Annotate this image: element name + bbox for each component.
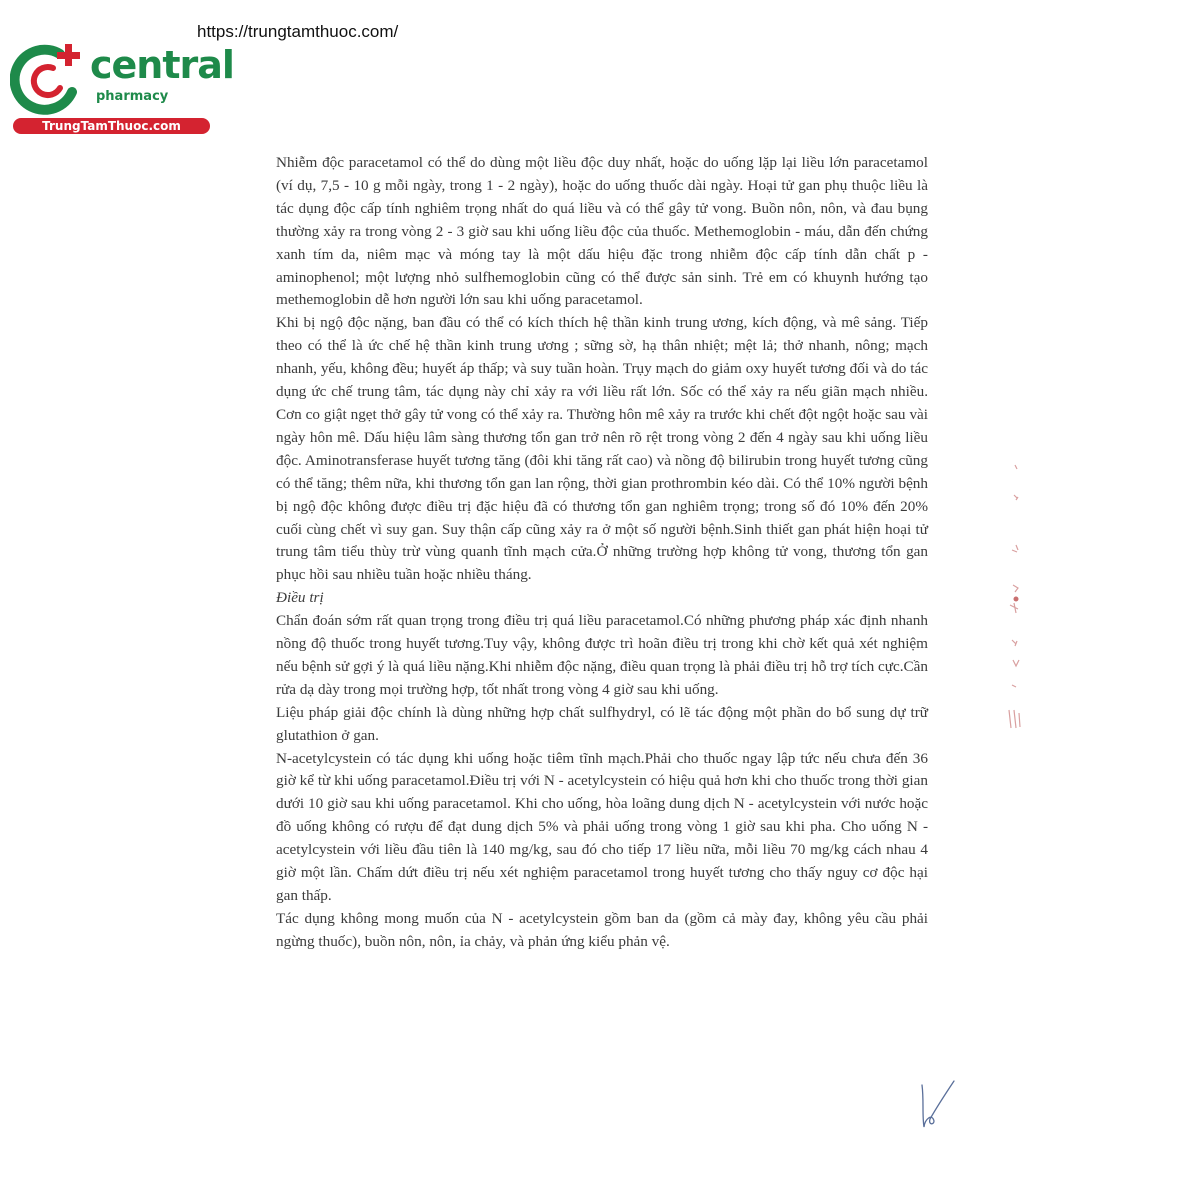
section-heading-treatment: Điều trị bbox=[276, 589, 324, 607]
logo-name: central bbox=[90, 43, 234, 87]
document-body bbox=[276, 152, 928, 954]
central-pharmacy-logo[interactable] bbox=[10, 40, 234, 140]
margin-stamp-marks bbox=[1000, 455, 1040, 745]
paragraph-overdose-toxicity: Nhiễm độc paracetamol có thể do dùng một liều độc duy nhất, hoặc do uống lặp lại liều lớn paracetamol (ví dụ, 7,5 - 10 g mỗi ngày, trong 1 - 2 ngày), hoặc do uống thuốc dài ngày. Hoại tử gan phụ thuộc liều là tác dụng độc cấp tính nghiêm trọng nhất do quá liều và có thể gây tử vong. Buồn nôn, nôn, và đau bụng thường xảy ra trong vòng 2 - 3 giờ sau khi uống liều độc của thuốc. Methemoglobin - máu, dẫn đến chứng xanh tím da, niêm mạc và móng tay là một dấu hiệu đặc trong nhiễm độc cấp tính dẫn chất p - aminophenol; một lượng nhỏ sulfhemoglobin cũng có thể được sản sinh. Trẻ em có khuynh hướng tạo methemoglobin dễ hơn người lớn sau khi uống paracetamol. bbox=[276, 154, 928, 309]
paragraph-severe-poisoning: Khi bị ngộ độc nặng, ban đầu có thể có kích thích hệ thần kinh trung ương, kích động, và mê sảng. Tiếp theo có thể là ức chế hệ thần kinh trung ương ; sững sờ, hạ thân nhiệt; mệt lả; thở nhanh, nông; mạch nhanh, yếu, không đều; huyết áp thấp; và suy tuần hoàn. Trụy mạch do giảm oxy huyết tương đối và do tác dụng ức chế trung tâm, tác dụng này chỉ xảy ra với liều rất lớn. Sốc có thể xảy ra nếu giãn mạch nhiều. Cơn co giật ngẹt thở gây tử vong có thể xảy ra. Thường hôn mê xảy ra trước khi chết đột ngột hoặc sau vài ngày hôn mê. Dấu hiệu lâm sàng thương tổn gan trở nên rõ rệt trong vòng 2 đến 4 ngày sau khi uống liều độc. Aminotransferase huyết tương tăng (đôi khi tăng rất cao) và nồng độ bilirubin trong huyết tương cũng có thể tăng; thêm nữa, khi thương tổn gan lan rộng, thời gian prothrombin kéo dài. Có thể 10% người bệnh bị ngộ độc không được điều trị đặc hiệu đã có thương tổn gan nghiêm trọng; trong số đó 10% đến 20% cuối cùng chết vì suy gan. Suy thận cấp cũng xảy ra ở một số người bệnh.Sinh thiết gan phát hiện hoại tử trung tâm tiểu thùy trừ vùng quanh tĩnh mạch cửa.Ở những trường hợp không tử vong, thương tổn gan phục hồi sau nhiều tuần hoặc nhiều tháng. bbox=[276, 314, 928, 584]
paragraph-side-effects: Tác dụng không mong muốn của N - acetylcystein gồm ban da (gồm cả mày đay, không yêu cầu phải ngừng thuốc), buồn nôn, nôn, ỉa chảy, và phản ứng kiểu phản vệ. bbox=[276, 909, 928, 950]
pharmacy-cross-icon bbox=[10, 40, 90, 118]
paragraph-n-acetylcystein: N-acetylcystein có tác dụng khi uống hoặc tiêm tĩnh mạch.Phải cho thuốc ngay lập tức nếu chưa đến 36 giờ kể từ khi uống paracetamol.Điều trị với N - acetylcystein có hiệu quả hơn khi cho thuốc trong thời gian dưới 10 giờ sau khi uống paracetamol. Khi cho uống, hòa loãng dung dịch N - acetylcystein với nước hoặc đồ uống không có rượu để đạt dung dịch 5% và phải uống trong vòng 1 giờ sau khi pha. Cho uống N - acetylcystein với liều đầu tiên là 140 mg/kg, sau đó cho tiếp 17 liều nữa, mỗi liều 70 mg/kg cách nhau 4 giờ một lần. Chấm dứt điều trị nếu xét nghiệm paracetamol trong huyết tương cho thấy nguy cơ độc hại gan thấp. bbox=[276, 749, 928, 904]
paragraph-early-diagnosis: Chẩn đoán sớm rất quan trọng trong điều trị quá liều paracetamol.Có những phương pháp xác định nhanh nồng độ thuốc trong huyết tương.Tuy vậy, không được trì hoãn điều trị trong khi chờ kết quả xét nghiệm nếu bệnh sử gợi ý là quá liều nặng.Khi nhiễm độc nặng, điều quan trọng là phải điều trị hỗ trợ tích cực.Cần rửa dạ dày trong mọi trường hợp, tốt nhất trong vòng 4 giờ sau khi uống. bbox=[276, 612, 928, 698]
logo-banner: TrungTamThuoc.com bbox=[13, 118, 210, 134]
signature-mark bbox=[912, 1075, 962, 1135]
logo-subtitle: pharmacy bbox=[96, 89, 169, 104]
source-url[interactable]: https://trungtamthuoc.com/ bbox=[197, 22, 399, 41]
paragraph-detox-therapy: Liệu pháp giải độc chính là dùng những hợp chất sulfhydryl, có lẽ tác động một phần do bổ sung dự trữ glutathion ở gan. bbox=[276, 703, 928, 744]
